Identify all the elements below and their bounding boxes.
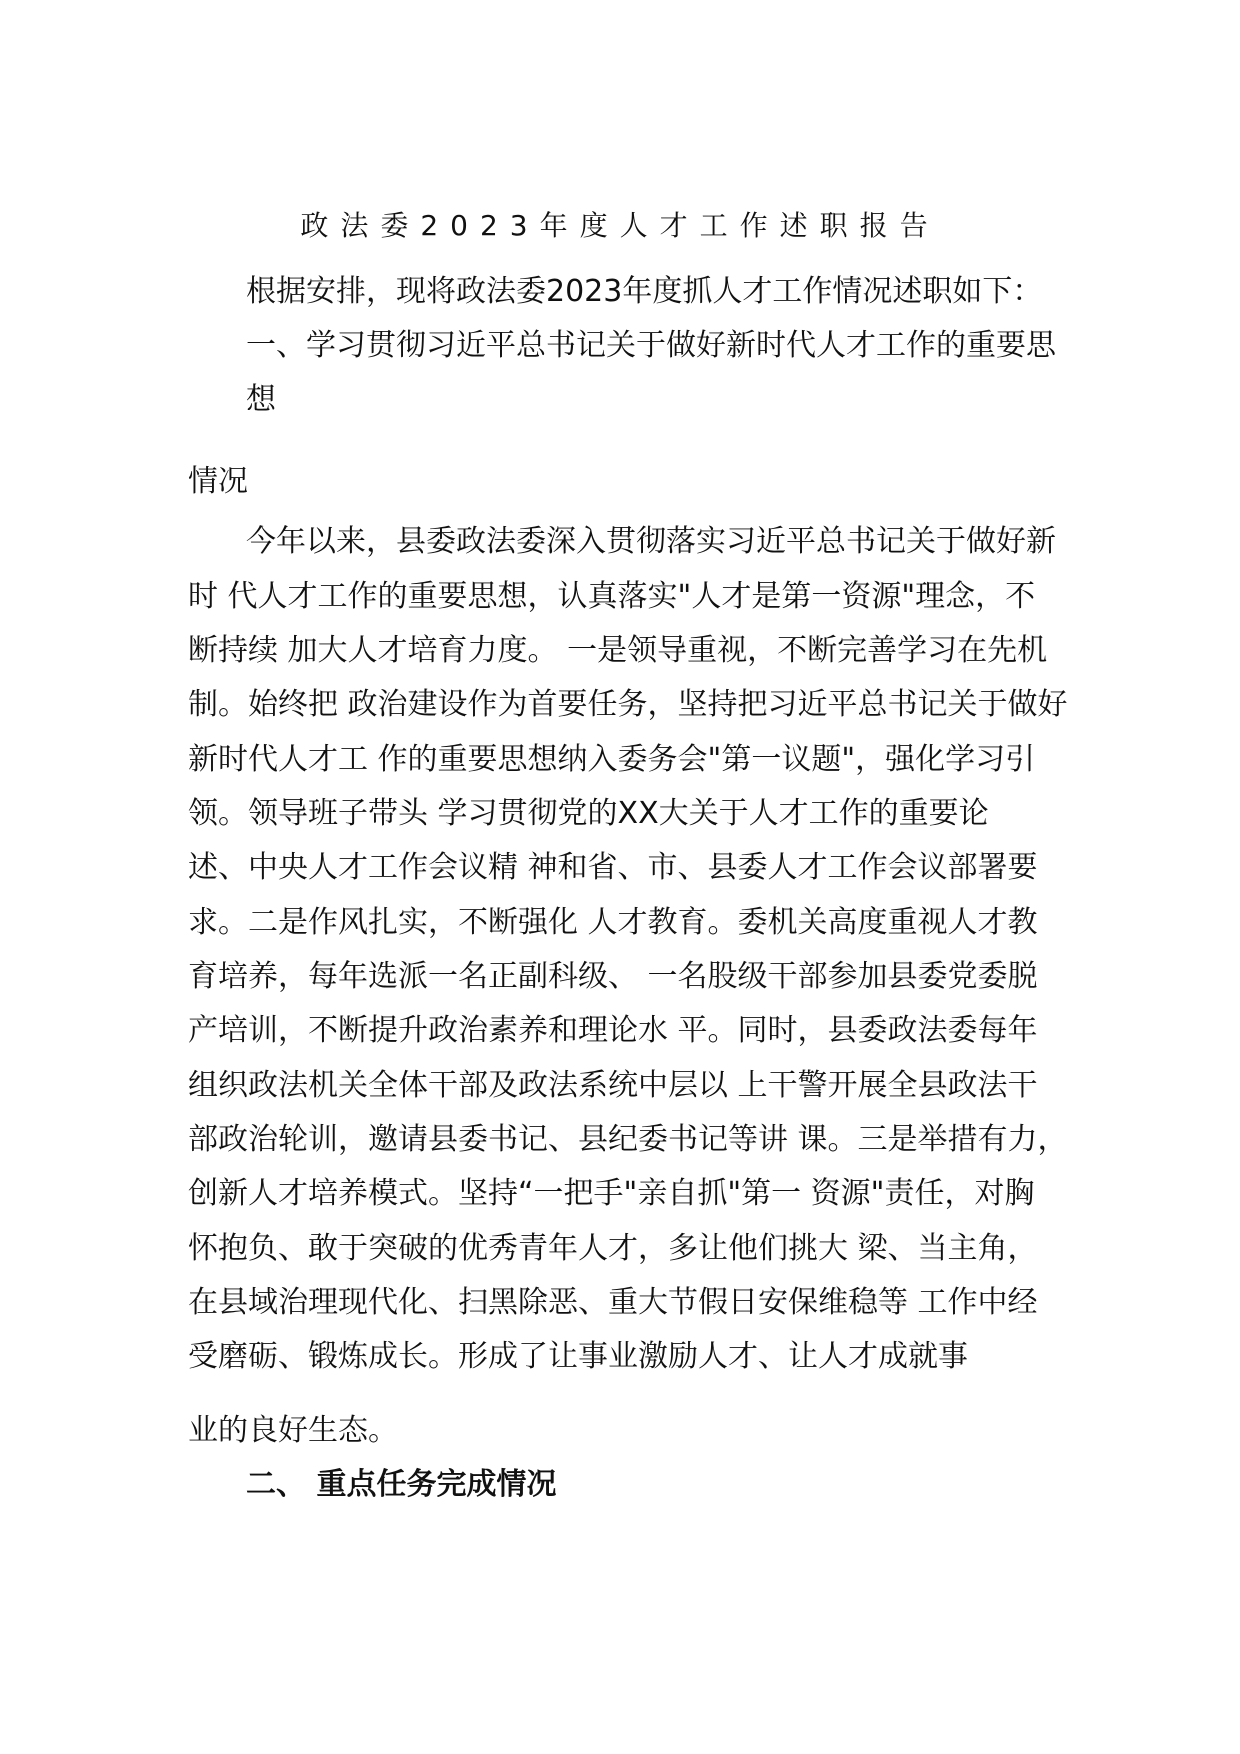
paragraph-line: 述、中央人才工作会议精 神和省、市、县委人才工作会议部署要 [188, 850, 1038, 885]
paragraph-line: 制。始终把 政治建设作为首要任务，坚持把习近平总书记关于做好 [188, 687, 1068, 722]
document-title: 政法委2023年度人才工作述职报告 [300, 209, 940, 242]
paragraph-line: 育培养，每年选派一名正副科级、 一名股级干部参加县委党委脱 [188, 959, 1038, 994]
paragraph-line: 组织政法机关全体干部及政法系统中层以 上干警开展全县政法干 [188, 1068, 1038, 1103]
paragraph-line: 创新人才培养模式。坚持“一把手"亲自抓"第一 资源"责任，对胸 [188, 1176, 1035, 1211]
paragraph-line: 产培训，不断提升政治素养和理论水 平。同时，县委政法委每年 [188, 1013, 1038, 1048]
paragraph-line: 新时代人才工 作的重要思想纳入委务会"第一议题"，强化学习引 [188, 742, 1036, 777]
section-heading-2: 二、 重点任务完成情况 [246, 1467, 557, 1502]
paragraph-line: 根据安排，现将政法委2023年度抓人才工作情况述职如下： [246, 274, 1043, 309]
section-heading-1: 一、学习贯彻习近平总书记关于做好新时代人才工作的重要思 [246, 328, 1056, 363]
paragraph-line: 受磨砺、锻炼成长。形成了让事业激励人才、让人才成就事 [188, 1339, 968, 1374]
paragraph-line: 时 代人才工作的重要思想，认真落实"人才是第一资源"理念，不 [188, 579, 1036, 614]
paragraph-line: 业的良好生态。 [188, 1413, 398, 1448]
paragraph-line: 部政治轮训，邀请县委书记、县纪委书记等讲 课。三是举措有力， [188, 1122, 1068, 1157]
section-heading-1-cont: 想 [246, 382, 276, 417]
paragraph-line: 断持续 加大人才培育力度。 一是领导重视，不断完善学习在先机 [188, 633, 1048, 668]
paragraph-line: 怀抱负、敢于突破的优秀青年人才，多让他们挑大 梁、当主角， [188, 1231, 1038, 1266]
section-heading-1-tail: 情况 [188, 464, 248, 499]
paragraph-line: 求。二是作风扎实，不断强化 人才教育。委机关高度重视人才教 [188, 905, 1038, 940]
paragraph-line: 在县域治理现代化、扫黑除恶、重大节假日安保维稳等 工作中经 [188, 1285, 1038, 1320]
paragraph-line: 领。领导班子带头 学习贯彻党的XX大关于人才工作的重要论 [188, 796, 989, 831]
paragraph-line: 今年以来，县委政法委深入贯彻落实习近平总书记关于做好新 [246, 524, 1056, 559]
